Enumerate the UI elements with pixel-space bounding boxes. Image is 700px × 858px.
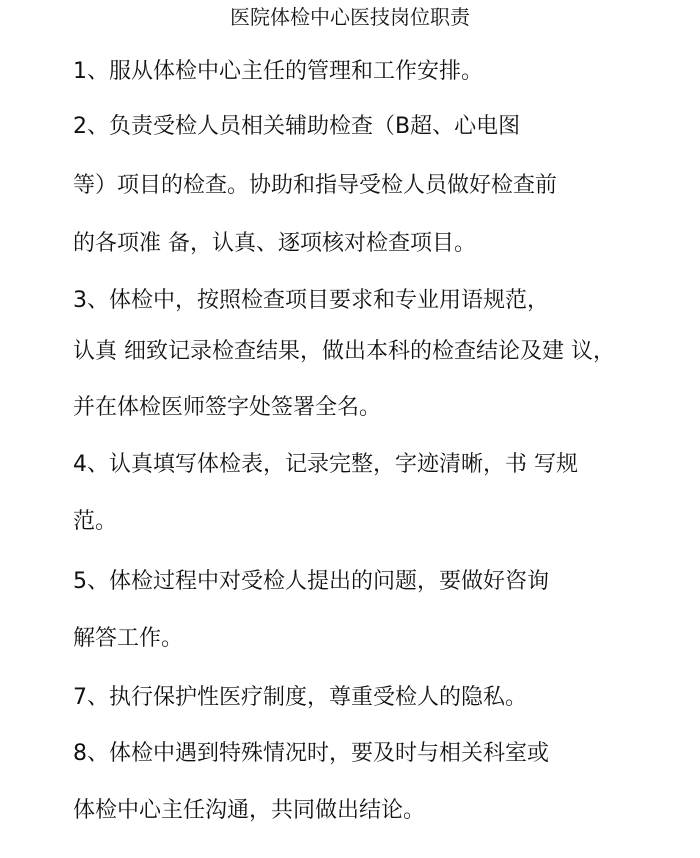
duty-line: 1、服从体检中心主任的管理和工作安排。 (73, 59, 483, 84)
duty-line: 等）项目的检查。协助和指导受检人员做好检查前 (73, 173, 558, 198)
duty-line: 体检中心主任沟通，共同做出结论。 (73, 798, 426, 823)
duty-line: 2、负责受检人员相关辅助检查（B超、心电图 (73, 114, 521, 139)
duty-line: 范。 (73, 509, 118, 534)
duty-line: 3、体检中，按照检查项目要求和专业用语规范， (73, 288, 549, 313)
duty-line: 解答工作。 (73, 626, 184, 651)
duty-line: 5、体检过程中对受检人提出的问题，要做好咨询 (73, 569, 549, 594)
duty-line: 4、认真填写体检表，记录完整，字迹清晰，书 写规 (73, 452, 578, 477)
duty-line: 8、体检中遇到特殊情况时，要及时与相关科室或 (73, 741, 549, 766)
duty-line: 并在体检医师签字处签署全名。 (73, 395, 382, 420)
duty-line: 认真 细致记录检查结果，做出本科的检查结论及建 议， (73, 339, 615, 364)
duty-line: 7、执行保护性医疗制度，尊重受检人的隐私。 (73, 685, 527, 710)
document-title: 医院体检中心医技岗位职责 (230, 5, 470, 29)
duty-line: 的各项准 备，认真、逐项核对检查项目。 (73, 231, 476, 256)
